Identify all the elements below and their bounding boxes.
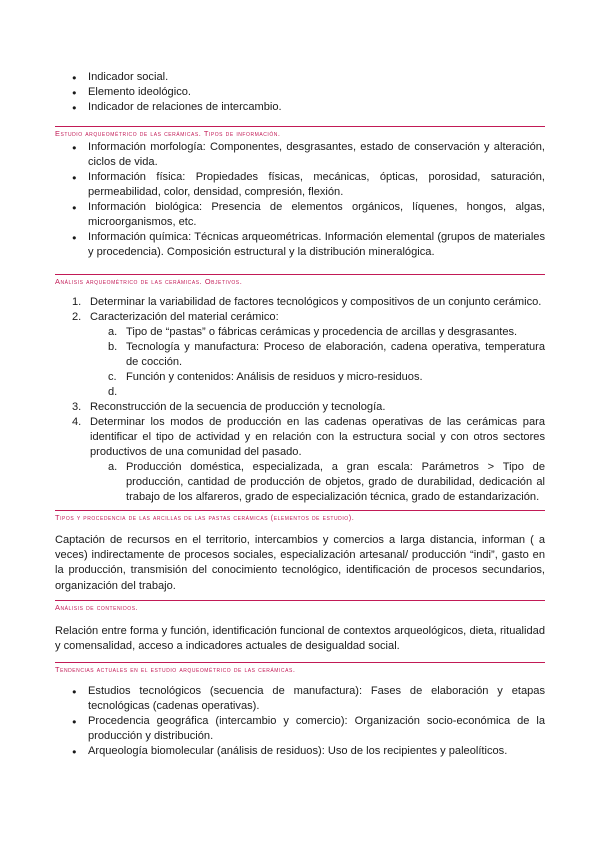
item-text: Tecnología y manufactura: Proceso de elaboración, cadena operativa, temperatura de cocción.: [126, 341, 545, 368]
section-heading-tipos: [55, 510, 545, 522]
section-title: Análisis de contenidos.: [55, 603, 139, 612]
section-title: Análisis arqueométrico de las cerámicas. Objetivos.: [55, 277, 243, 286]
section-heading-contenidos: [55, 600, 545, 612]
section-title: Tipos y procedencia de las arcillas de las pastas cerámicas (elementos de estudio).: [55, 513, 355, 522]
section-heading-tendencias: [55, 662, 545, 674]
item-text: Tipo de “pastas” o fábricas cerámicas y procedencia de arcillas y desgrasantes.: [126, 326, 518, 338]
item-number: 4.: [72, 416, 82, 428]
item-text: Reconstrucción de la secuencia de producción y tecnología.: [90, 401, 386, 413]
item-text: Función y contenidos: Análisis de residuos y micro-residuos.: [126, 371, 423, 383]
top-bullet-list: [55, 70, 545, 115]
section-title: Estudio arqueométrico de las cerámicas. Tipos de información.: [55, 129, 281, 138]
item-number: c.: [108, 371, 117, 383]
list-item: ● Estudios tecnológicos (secuencia de manufactura): Fases de elaboración y etapas tecnológicas (cadenas operativas).: [55, 684, 545, 714]
item-number: b.: [108, 341, 118, 353]
estudio-bullet-list: [55, 140, 545, 260]
list-item: ● Información química: Técnicas arqueométricas. Información elemental (grupos de materiales y procedencia). Composición estructural y la distribución mineralógica.: [55, 230, 545, 260]
tipos-paragraph: Captación de recursos en el territorio, intercambios y comercios a larga distancia, informan ( a veces) indirectamente de procesos sociales, especialización artesanal/ producción “indi”, gasto en la producción, transmisión del conocimiento tecnológico, identificación de procesos secundarios, organización del trabajo.: [55, 534, 545, 592]
list-item: ● Indicador social.: [55, 70, 545, 85]
list-item: ● Información biológica: Presencia de elementos orgánicos, líquenes, hongos, algas, microorganismos, etc.: [55, 200, 545, 230]
item-text: Determinar los modos de producción en las cadenas operativas de las cerámicas para identificar el tipo de actividad y en relación con la estructura social y con otros sectores productivos de una comunidad del pasado.: [90, 416, 545, 458]
list-item: ● Información física: Propiedades físicas, mecánicas, ópticas, porosidad, saturación, permeabilidad, color, densidad, compresión, flexión.: [55, 170, 545, 200]
list-item: ● Elemento ideológico.: [55, 85, 545, 100]
item-text: Producción doméstica, especializada, a gran escala: Parámetros > Tipo de producción, cantidad de producción de objetos, grado de durabilidad, dedicación al trabajo de los alfareros, grado de especialización técnica, grado de estandarización.: [126, 461, 545, 503]
item-number: a.: [108, 326, 118, 338]
section-title: Tendencias actuales en el estudio arqueométrico de las cerámicas.: [55, 665, 296, 674]
list-item: ● Procedencia geográfica (intercambio y comercio): Organización socio-económica de la producción y distribución.: [55, 714, 545, 744]
contenidos-paragraph: Relación entre forma y función, identificación funcional de contextos arqueológicos, dieta, ritualidad y comensalidad, acceso a indicadores actuales de desigualdad social.: [55, 625, 545, 653]
item-number: 2.: [72, 311, 82, 323]
item-number: 3.: [72, 401, 82, 413]
list-item: ● Arqueología biomolecular (análisis de residuos): Uso de los recipientes y paleolíticos.: [55, 744, 545, 759]
list-item: ● Indicador de relaciones de intercambio.: [55, 100, 545, 115]
item-text: Determinar la variabilidad de factores tecnológicos y compositivos de un conjunto cerámico.: [90, 296, 542, 308]
tendencias-bullet-list: [55, 684, 545, 759]
item-number: d.: [108, 386, 118, 398]
section-heading-analisis: [55, 274, 545, 286]
item-number: 1.: [72, 296, 82, 308]
item-number: a.: [108, 461, 118, 473]
item-text: Caracterización del material cerámico:: [90, 311, 279, 323]
section-heading-estudio: [55, 126, 545, 138]
list-item: ● Información morfología: Componentes, desgrasantes, estado de conservación y alteración, ciclos de vida.: [55, 140, 545, 170]
